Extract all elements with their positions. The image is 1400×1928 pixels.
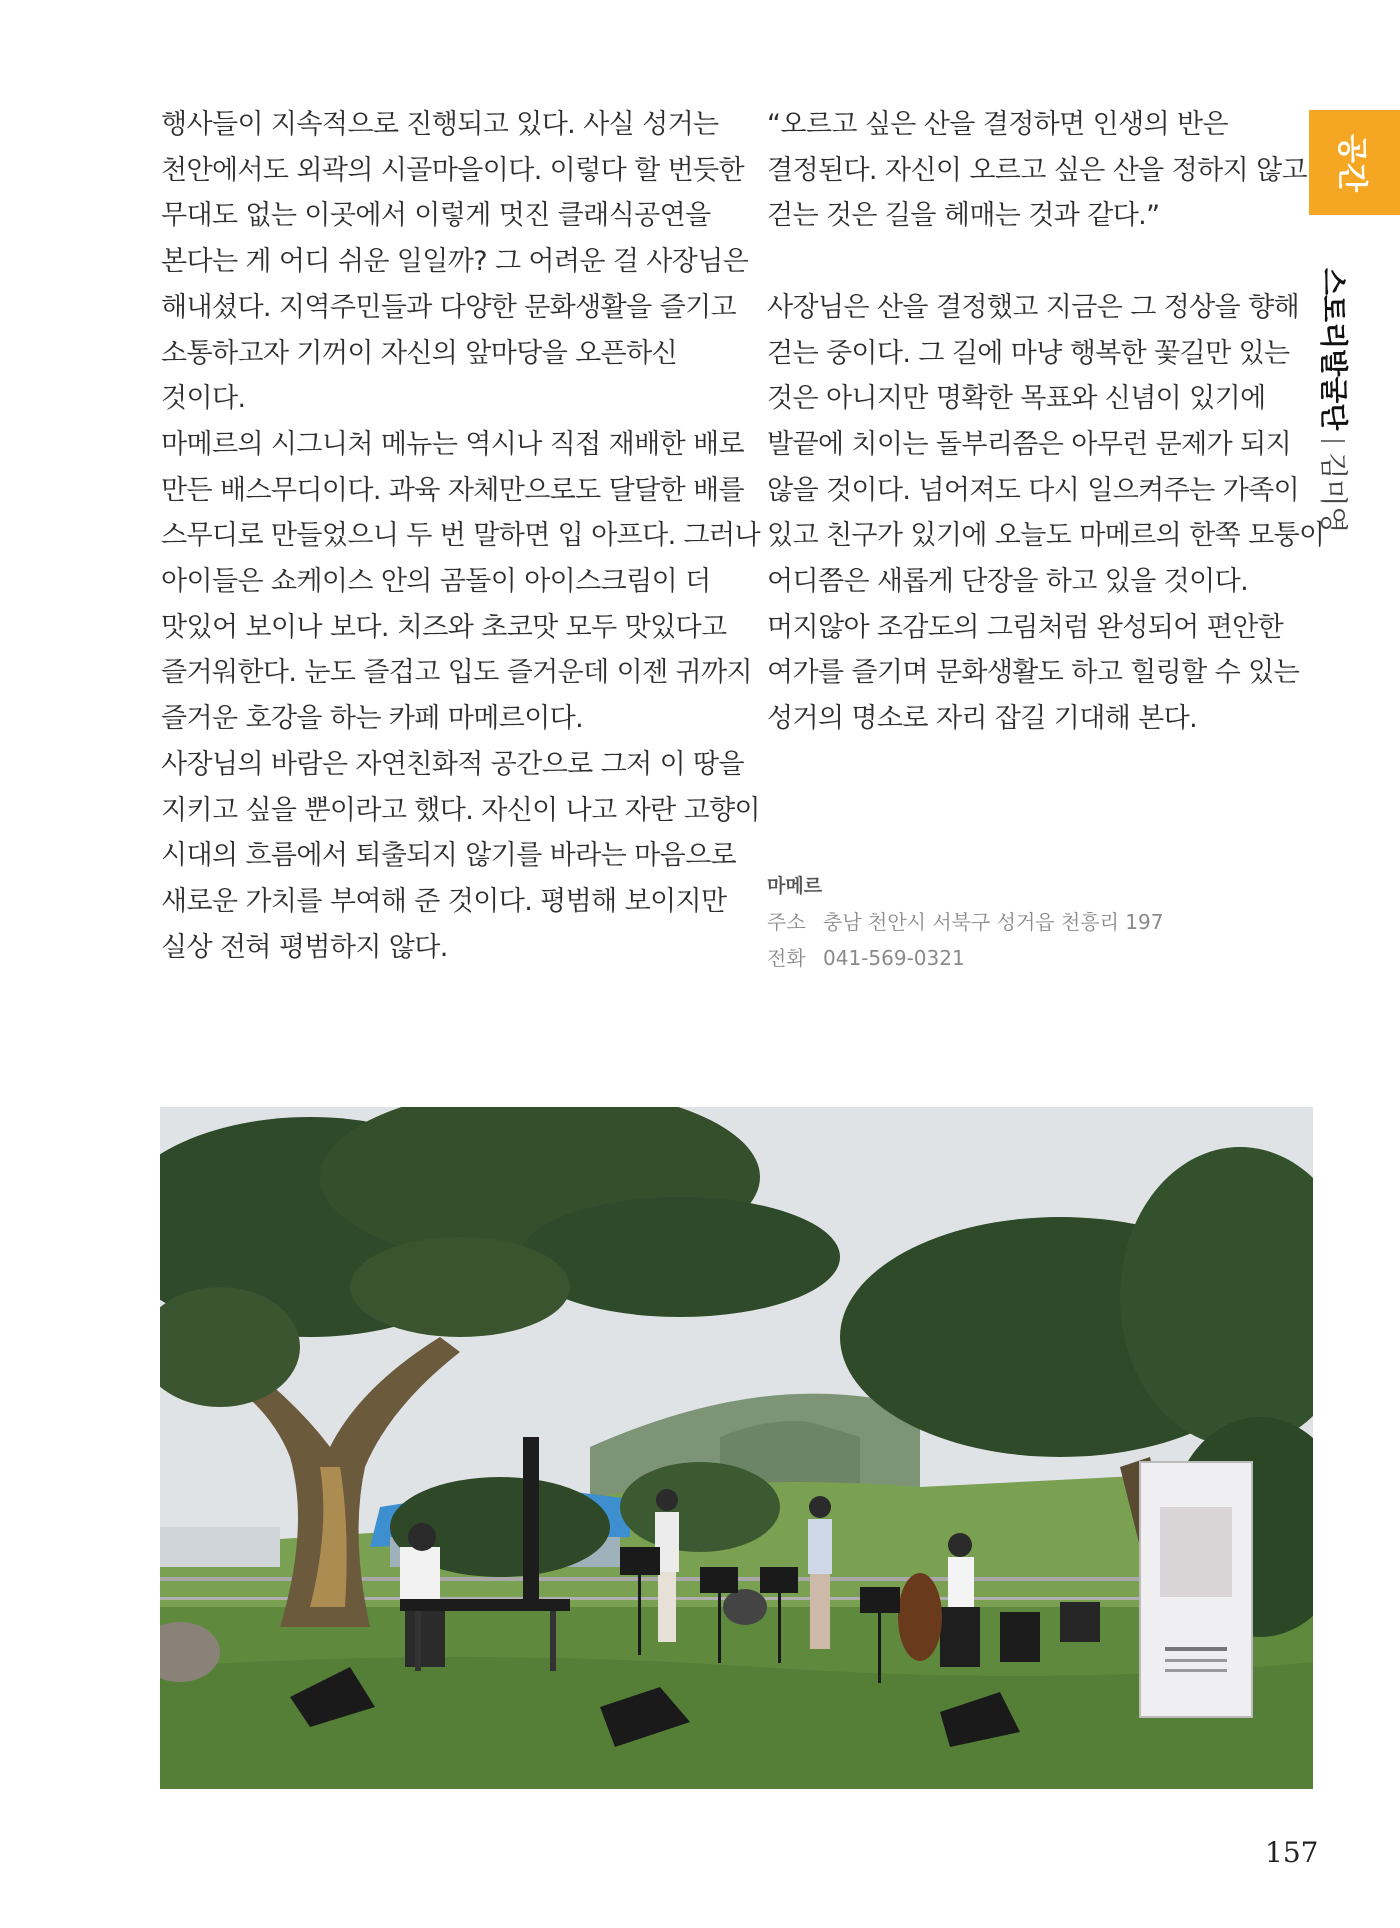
text-line: 사장님의 바람은 자연친화적 공간으로 그저 이 땅을 <box>161 748 745 780</box>
text-line: 있고 친구가 있기에 오늘도 마메르의 한쪽 모퉁이 <box>767 520 1325 552</box>
text-line: 실상 전혀 평범하지 않다. <box>161 931 448 963</box>
text-line: 본다는 게 어디 쉬운 일일까? 그 어려운 걸 사장님은 <box>161 246 749 278</box>
text-line: 스무디로 만들었으니 두 번 말하면 입 아프다. 그러나 <box>161 520 760 552</box>
text-line: 않을 것이다. 넘어져도 다시 일으켜주는 가족이 <box>767 474 1300 506</box>
text-line: 성거의 명소로 자리 잡길 기대해 본다. <box>767 703 1198 735</box>
phone-label: 전화 <box>767 946 806 970</box>
text-line: 아이들은 쇼케이스 안의 곰돌이 아이스크림이 더 <box>161 566 711 598</box>
section-tab <box>1309 110 1400 215</box>
series-title: 스토리발굴단 <box>1317 268 1350 431</box>
paragraph-gap <box>767 239 1287 285</box>
address-value: 충남 천안시 서북구 성거읍 천흥리 197 <box>823 910 1164 934</box>
text-line: 맛있어 보이나 보다. 치즈와 초코맛 모두 맛있다고 <box>161 611 727 643</box>
text-line: 마메르의 시그니처 메뉴는 역시나 직접 재배한 배로 <box>161 428 745 460</box>
left-column <box>161 102 760 970</box>
page-number: 157 <box>1265 1836 1319 1869</box>
text-line: 천안에서도 외곽의 시골마을이다. 이렇다 할 번듯한 <box>161 154 745 186</box>
text-line: 만든 배스무디이다. 과육 자체만으로도 달달한 배를 <box>161 474 745 506</box>
text-line: 즐거워한다. 눈도 즐겁고 입도 즐거운데 이젠 귀까지 <box>161 657 752 689</box>
author-name: 김미영 <box>1317 452 1350 534</box>
text-line: 즐거운 호강을 하는 카페 마메르이다. <box>161 703 584 735</box>
text-line: 소통하고자 기꺼이 자신의 앞마당을 오픈하신 <box>161 337 678 369</box>
text-line: 무대도 없는 이곳에서 이렇게 멋진 클래식공연을 <box>161 200 711 232</box>
quote-line: 걷는 것은 길을 헤매는 것과 같다.” <box>767 200 1160 232</box>
text-line: 해내셨다. 지역주민들과 다양한 문화생활을 즐기고 <box>161 291 737 323</box>
text-line: 여가를 즐기며 문화생활도 하고 힐링할 수 있는 <box>767 657 1300 689</box>
text-line: 어디쯤은 새롭게 단장을 하고 있을 것이다. <box>767 566 1249 598</box>
text-line: 것은 아니지만 명확한 목표와 신념이 있기에 <box>767 383 1266 415</box>
phone-value: 041-569-0321 <box>823 946 965 970</box>
right-column <box>767 102 1325 742</box>
quote-line: 결정된다. 자신이 오르고 싶은 산을 정하지 않고 <box>767 154 1308 186</box>
series-label <box>1315 268 1355 533</box>
section-tab-label: 공간 <box>1333 133 1369 192</box>
text-line: 행사들이 지속적으로 진행되고 있다. 사실 성거는 <box>161 109 719 140</box>
venue-info <box>767 868 1163 976</box>
text-line: 발끝에 치이는 돌부리쯤은 아무런 문제가 되지 <box>767 428 1292 460</box>
address-label: 주소 <box>767 910 806 934</box>
text-line: 시대의 흐름에서 퇴출되지 않기를 바라는 마음으로 <box>161 840 737 872</box>
concert-photo <box>160 1107 1313 1789</box>
venue-name: 마메르 <box>767 875 823 897</box>
text-line: 새로운 가치를 부여해 준 것이다. 평범해 보이지만 <box>161 885 727 917</box>
text-line: 사장님은 산을 결정했고 지금은 그 정상을 향해 <box>767 291 1300 323</box>
text-line: 머지않아 조감도의 그림처럼 완성되어 편안한 <box>767 611 1284 643</box>
phone-row <box>767 940 1163 976</box>
separator <box>1321 440 1345 442</box>
text-line: 걷는 중이다. 그 길에 마냥 행복한 꽃길만 있는 <box>767 337 1290 369</box>
text-line: 것이다. <box>161 383 246 415</box>
address-row <box>767 904 1163 940</box>
text-line: 지키고 싶을 뿐이라고 했다. 자신이 나고 자란 고향이 <box>161 794 760 826</box>
quote <box>767 102 1308 239</box>
quote-line: “오르고 싶은 산을 결정하면 인생의 반은 <box>767 109 1229 140</box>
